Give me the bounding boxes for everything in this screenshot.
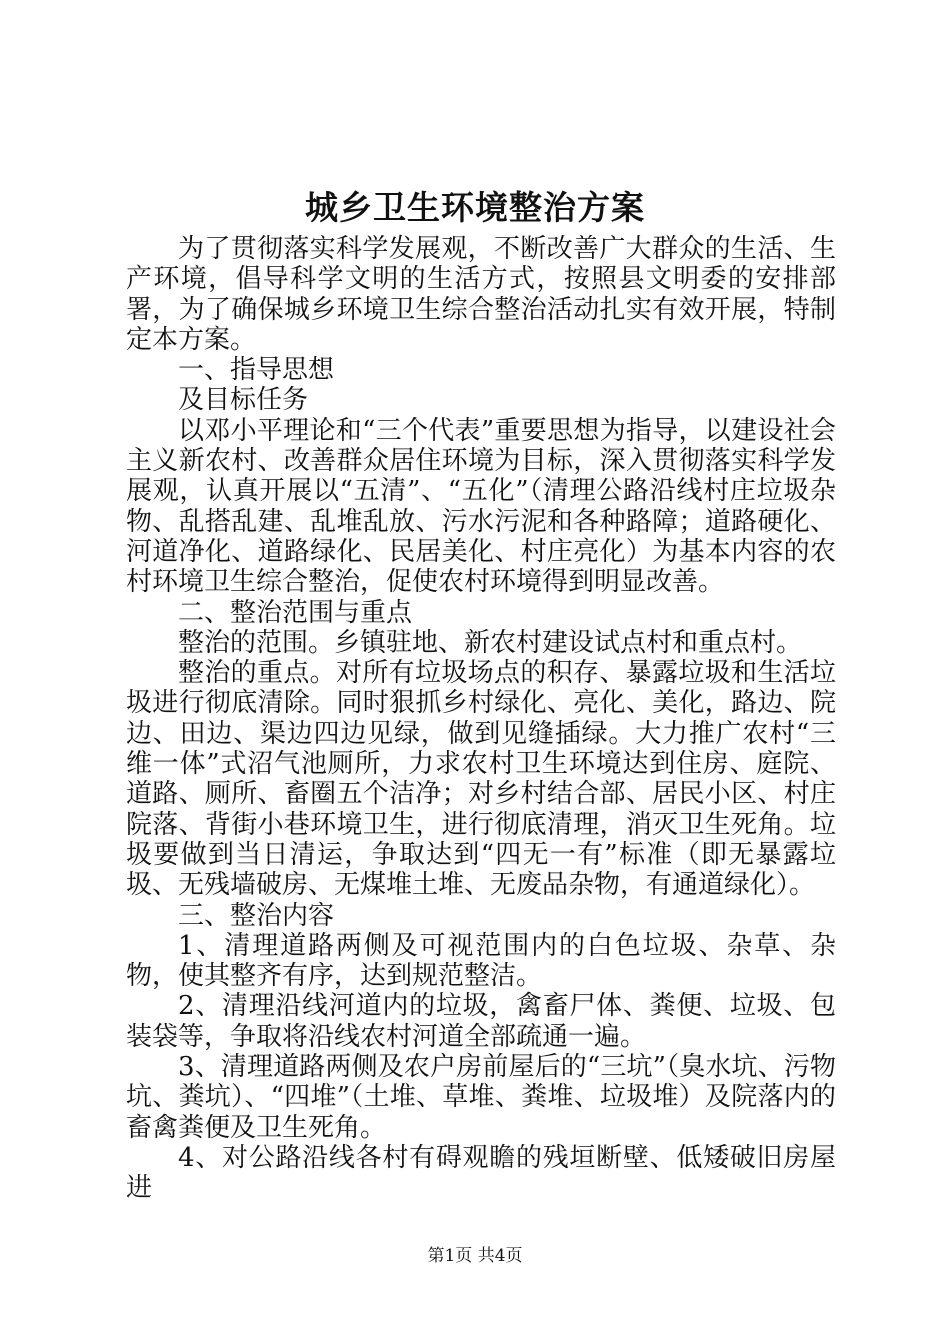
list-item-1: 1、清理道路两侧及可视范围内的白色垃圾、杂草、杂物，使其整齐有序，达到规范整洁。 (126, 930, 836, 992)
paragraph-scope: 整治的范围。乡镇驻地、新农村建设试点村和重点村。 (178, 627, 803, 658)
list-item-4: 4、对公路沿线各村有碍观瞻的残垣断壁、低矮破旧房屋进 (126, 1142, 836, 1204)
heading-guiding-thought: 一、指导思想 (178, 355, 335, 386)
document-title: 城乡卫生环境整治方案 (305, 188, 645, 227)
page-number: 第1页 共4页 (427, 1246, 523, 1266)
heading-content: 三、整治内容 (178, 900, 335, 931)
paragraph-focus: 整治的重点。对所有垃圾场点的积存、暴露垃圾和生活垃圾进行彻底清除。同时狠抓乡村绿化、亮化、美化，路边、院边、田边、渠边四边见绿，做到见缝插绿。大力推广农村“三维一体”式沼气池厕所，力求农村卫生环境达到住房、庭院、道路、厕所、畜圈五个洁净；对乡村结合部、居民小区、村庄院落、背街小巷环境卫生，进行彻底清理，消灭卫生死角。垃圾要做到当日清运，争取达到“四无一有”标准（即无暴露垃圾、无残墙破房、无煤堆土堆、无废品杂物，有通道绿化）。 (126, 658, 836, 901)
heading-scope: 二、整治范围与重点 (178, 597, 413, 628)
list-item-3: 3、清理道路两侧及农户房前屋后的“三坑”（臭水坑、污物坑、粪坑）、“四堆”（土堆、草堆、粪堆、垃圾堆）及院落内的畜禽粪便及卫生死角。 (126, 1052, 836, 1143)
list-item-2: 2、清理沿线河道内的垃圾，禽畜尸体、粪便、垃圾、包装袋等，争取将沿线农村河道全部疏通一遍。 (126, 991, 836, 1052)
document-body (126, 234, 836, 1204)
paragraph-intro: 为了贯彻落实科学发展观，不断改善广大群众的生活、生产环境，倡导科学文明的生活方式，按照县文明委的安排部署，为了确保城乡环境卫生综合整治活动扎实有效开展，特制定本方案。 (126, 234, 836, 355)
heading-goals: 及目标任务 (178, 385, 309, 416)
paragraph-guiding-thought: 以邓小平理论和“三个代表”重要思想为指导，以建设社会主义新农村、改善群众居住环境为目标，深入贯彻落实科学发展观，认真开展以“五清”、“五化”（清理公路沿线村庄垃圾杂物、乱搭乱建、乱堆乱放、污水污泥和各种路障；道路硬化、河道净化、道路绿化、民居美化、村庄亮化）为基本内容的农村环境卫生综合整治，促使农村环境得到明显改善。 (126, 415, 836, 598)
